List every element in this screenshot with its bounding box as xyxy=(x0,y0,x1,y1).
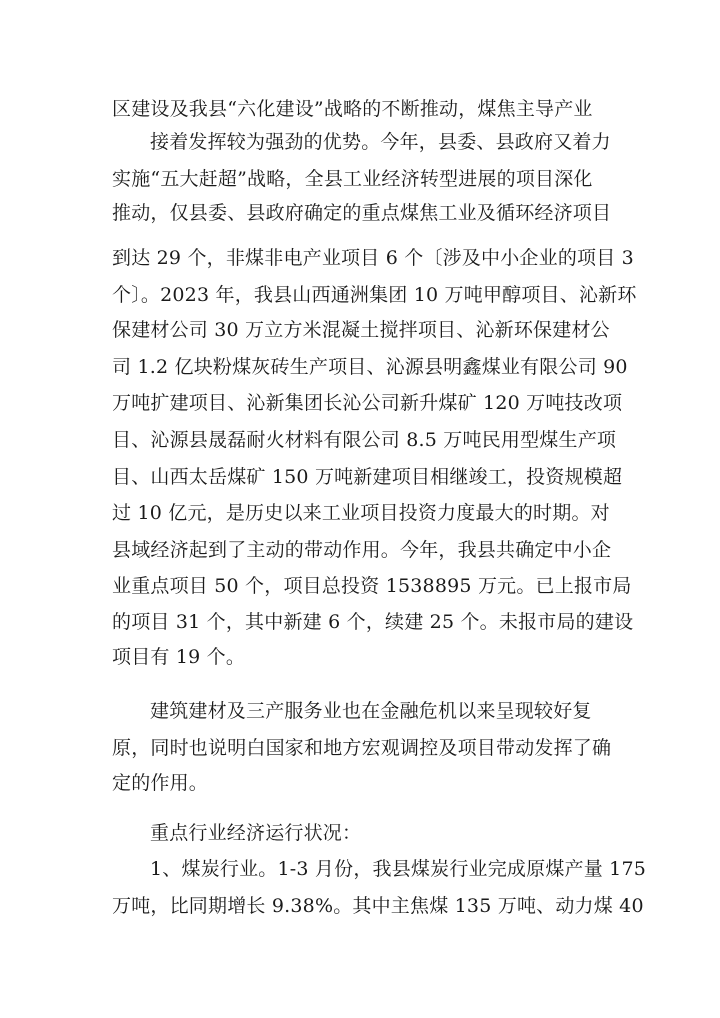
paragraph-line: 接着发挥较为强劲的优势。今年，县委、县政府又着力 xyxy=(150,131,611,153)
paragraph-line: 的项目 31 个，其中新建 6 个，续建 25 个。未报市局的建设 xyxy=(112,611,634,633)
paragraph-line: 到达 29 个，非煤非电产业项目 6 个〔涉及中小企业的项目 3 xyxy=(112,247,634,269)
paragraph-line: 过 10 亿元，是历史以来工业项目投资力度最大的时期。对 xyxy=(112,502,610,524)
paragraph-line: 推动，仅县委、县政府确定的重点煤焦工业及循环经济项目 xyxy=(112,202,612,224)
paragraph-line: 保建材公司 30 万立方米混凝土搅拌项目、沁新环保建材公 xyxy=(112,319,610,341)
paragraph-line: 1、煤炭行业。1-3 月份，我县煤炭行业完成原煤产量 175 xyxy=(150,858,647,880)
paragraph-line: 司 1.2 亿块粉煤灰砖生产项目、沁源县明鑫煤业有限公司 90 xyxy=(112,356,628,378)
paragraph-line: 原，同时也说明白国家和地方宏观调控及项目带动发挥了确 xyxy=(112,737,612,759)
paragraph-line: 万吨，比同期增长 9.38%。其中主焦煤 135 万吨、动力煤 40 xyxy=(112,895,644,917)
paragraph-line: 县域经济起到了主动的带动作用。今年，我县共确定中小企 xyxy=(112,539,612,561)
paragraph-line: 项目有 19 个。 xyxy=(112,646,246,668)
paragraph-line: 实施“五大赶超”战略，全县工业经济转型进展的项目深化 xyxy=(112,168,593,190)
paragraph-line: 目、沁源县晟磊耐火材料有限公司 8.5 万吨民用型煤生产项 xyxy=(112,429,617,451)
paragraph-line: 定的作用。 xyxy=(112,772,209,794)
paragraph-line: 建筑建材及三产服务业也在金融危机以来呈现较好复 xyxy=(150,700,592,722)
paragraph-line: 业重点项目 50 个，项目总投资 1538895 万元。已上报市局 xyxy=(112,575,632,597)
paragraph-line: 区建设及我县“六化建设”战略的不断推动，煤焦主导产业 xyxy=(112,98,593,120)
paragraph-line: 目、山西太岳煤矿 150 万吨新建项目相继竣工，投资规模超 xyxy=(112,466,623,488)
paragraph-line: 万吨扩建项目、沁新集团长沁公司新升煤矿 120 万吨技改项 xyxy=(112,392,623,414)
paragraph-line: 个〕。2023 年，我县山西通洲集团 10 万吨甲醇项目、沁新环 xyxy=(112,284,637,306)
section-heading: 重点行业经济运行状况： xyxy=(150,822,362,844)
